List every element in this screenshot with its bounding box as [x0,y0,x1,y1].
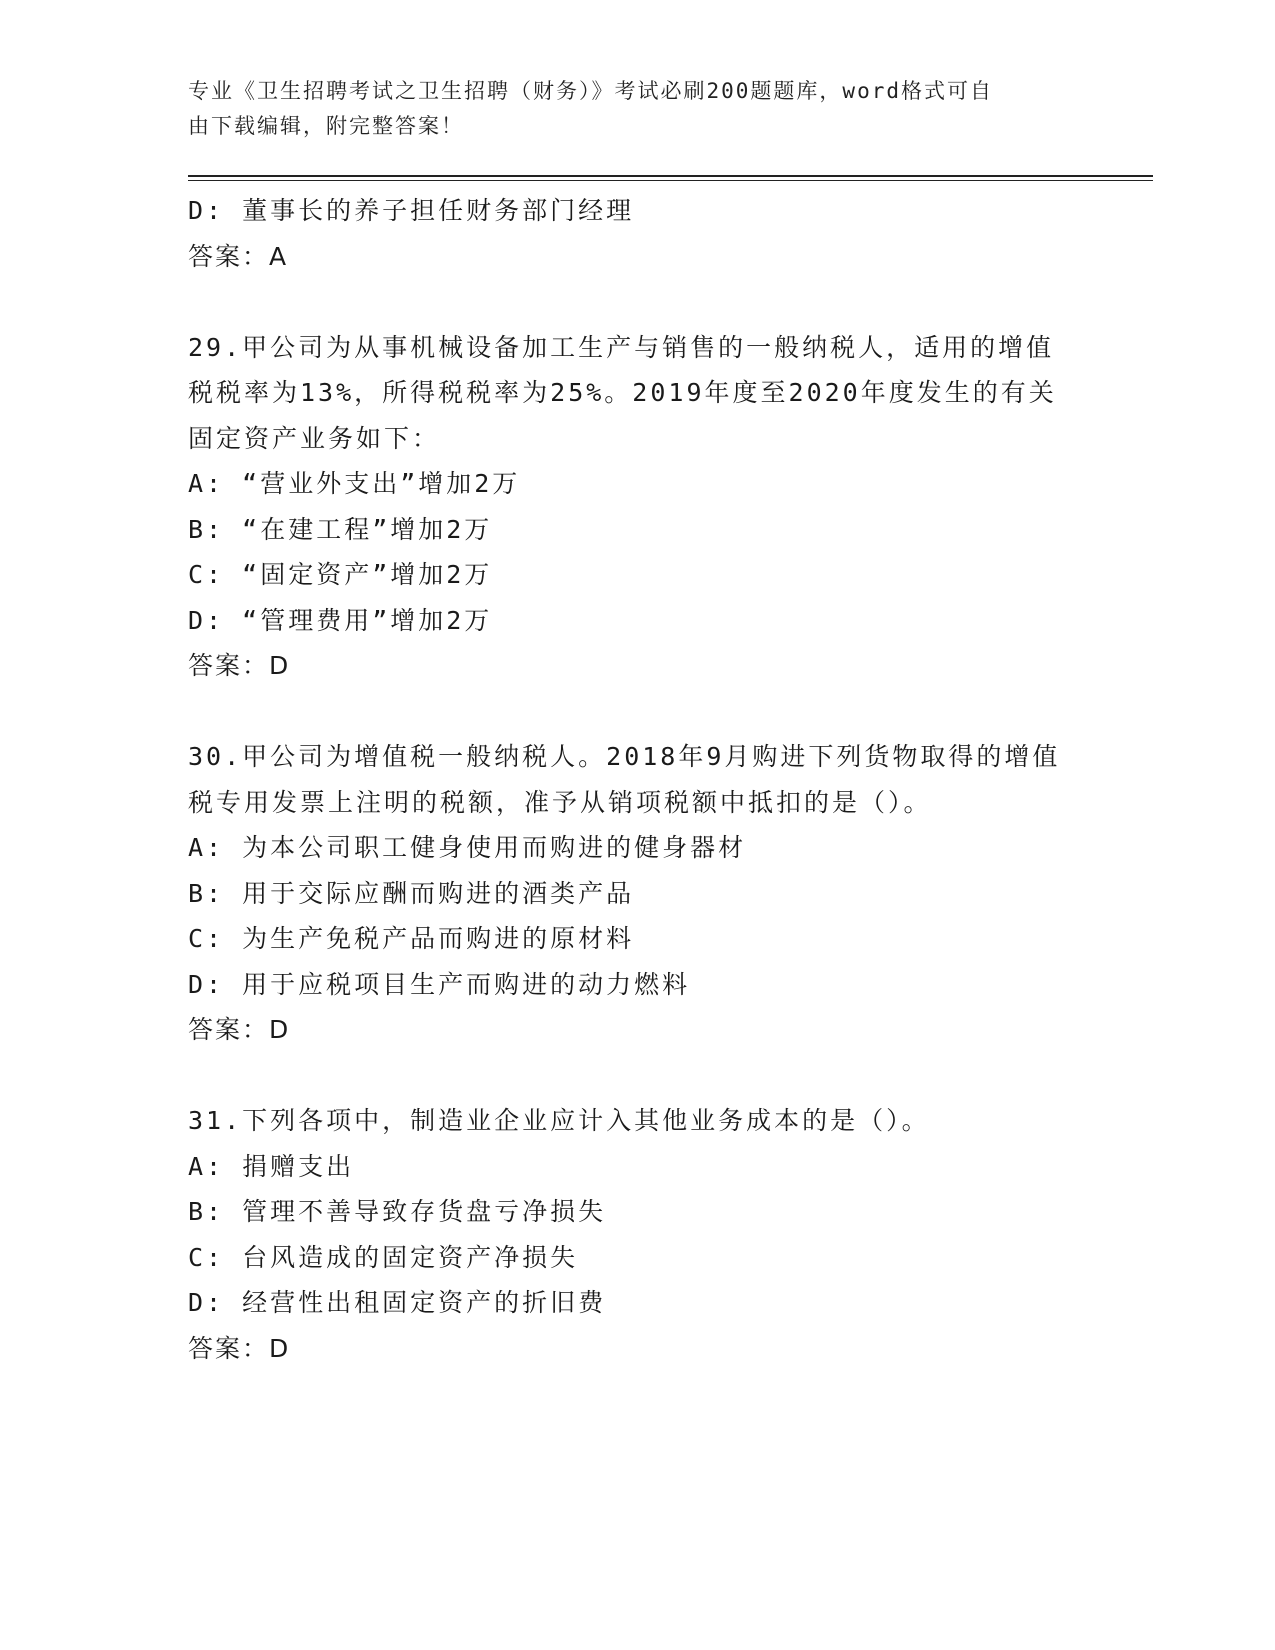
spacer [188,1053,1088,1099]
header-line: 专业《卫生招聘考试之卫生招聘（财务）》考试必刷200题题库，word格式可自 [188,79,993,103]
question-stem: 税税率为13%，所得税税率为25%。2019年度至2020年度发生的有关 [188,378,1057,407]
option-a: A: 捐赠支出 [188,1151,355,1181]
answer-line: 答案：D [188,651,291,680]
option-b: B: 管理不善导致存货盘亏净损失 [188,1197,607,1226]
spacer [188,279,1088,325]
question-stem: 税专用发票上注明的税额，准予从销项税额中抵扣的是（）。 [188,787,932,817]
option-d: D: 用于应税项目生产而购进的动力燃料 [188,969,691,999]
option-d: D: 经营性出租固定资产的折旧费 [188,1288,607,1317]
question-continuation [188,188,1088,279]
answer-line: 答案：A [188,241,289,271]
question-30 [188,734,1088,1053]
option-c: C: 为生产免税产品而购进的原材料 [188,924,635,953]
header-divider-thin [188,180,1153,181]
option-b: B: 用于交际应酬而购进的酒类产品 [188,878,635,908]
document-header [188,74,1078,144]
option-d: D: “管理费用”增加2万 [188,605,493,635]
option-a: A: “营业外支出”增加2万 [188,469,521,498]
answer-line: 答案：D [188,1333,291,1363]
answer-line: 答案：D [188,1015,291,1044]
question-stem: 30.甲公司为增值税一般纳税人。2018年9月购进下列货物取得的增值 [188,742,1061,771]
spacer [188,689,1088,735]
question-29 [188,325,1088,689]
option-c: C: 台风造成的固定资产净损失 [188,1242,579,1272]
option-b: B: “在建工程”增加2万 [188,514,493,544]
document-body [188,188,1088,1371]
question-stem: 31.下列各项中，制造业企业应计入其他业务成本的是（）。 [188,1106,930,1135]
question-31 [188,1098,1088,1371]
header-divider [188,175,1153,177]
header-line: 由下载编辑，附完整答案！ [188,114,464,138]
question-stem: 29.甲公司为从事机械设备加工生产与销售的一般纳税人，适用的增值 [188,332,1055,362]
option-c: C: “固定资产”增加2万 [188,560,493,589]
option-a: A: 为本公司职工健身使用而购进的健身器材 [188,833,747,862]
question-stem: 固定资产业务如下： [188,423,441,453]
option-d: D: 董事长的养子担任财务部门经理 [188,196,635,225]
